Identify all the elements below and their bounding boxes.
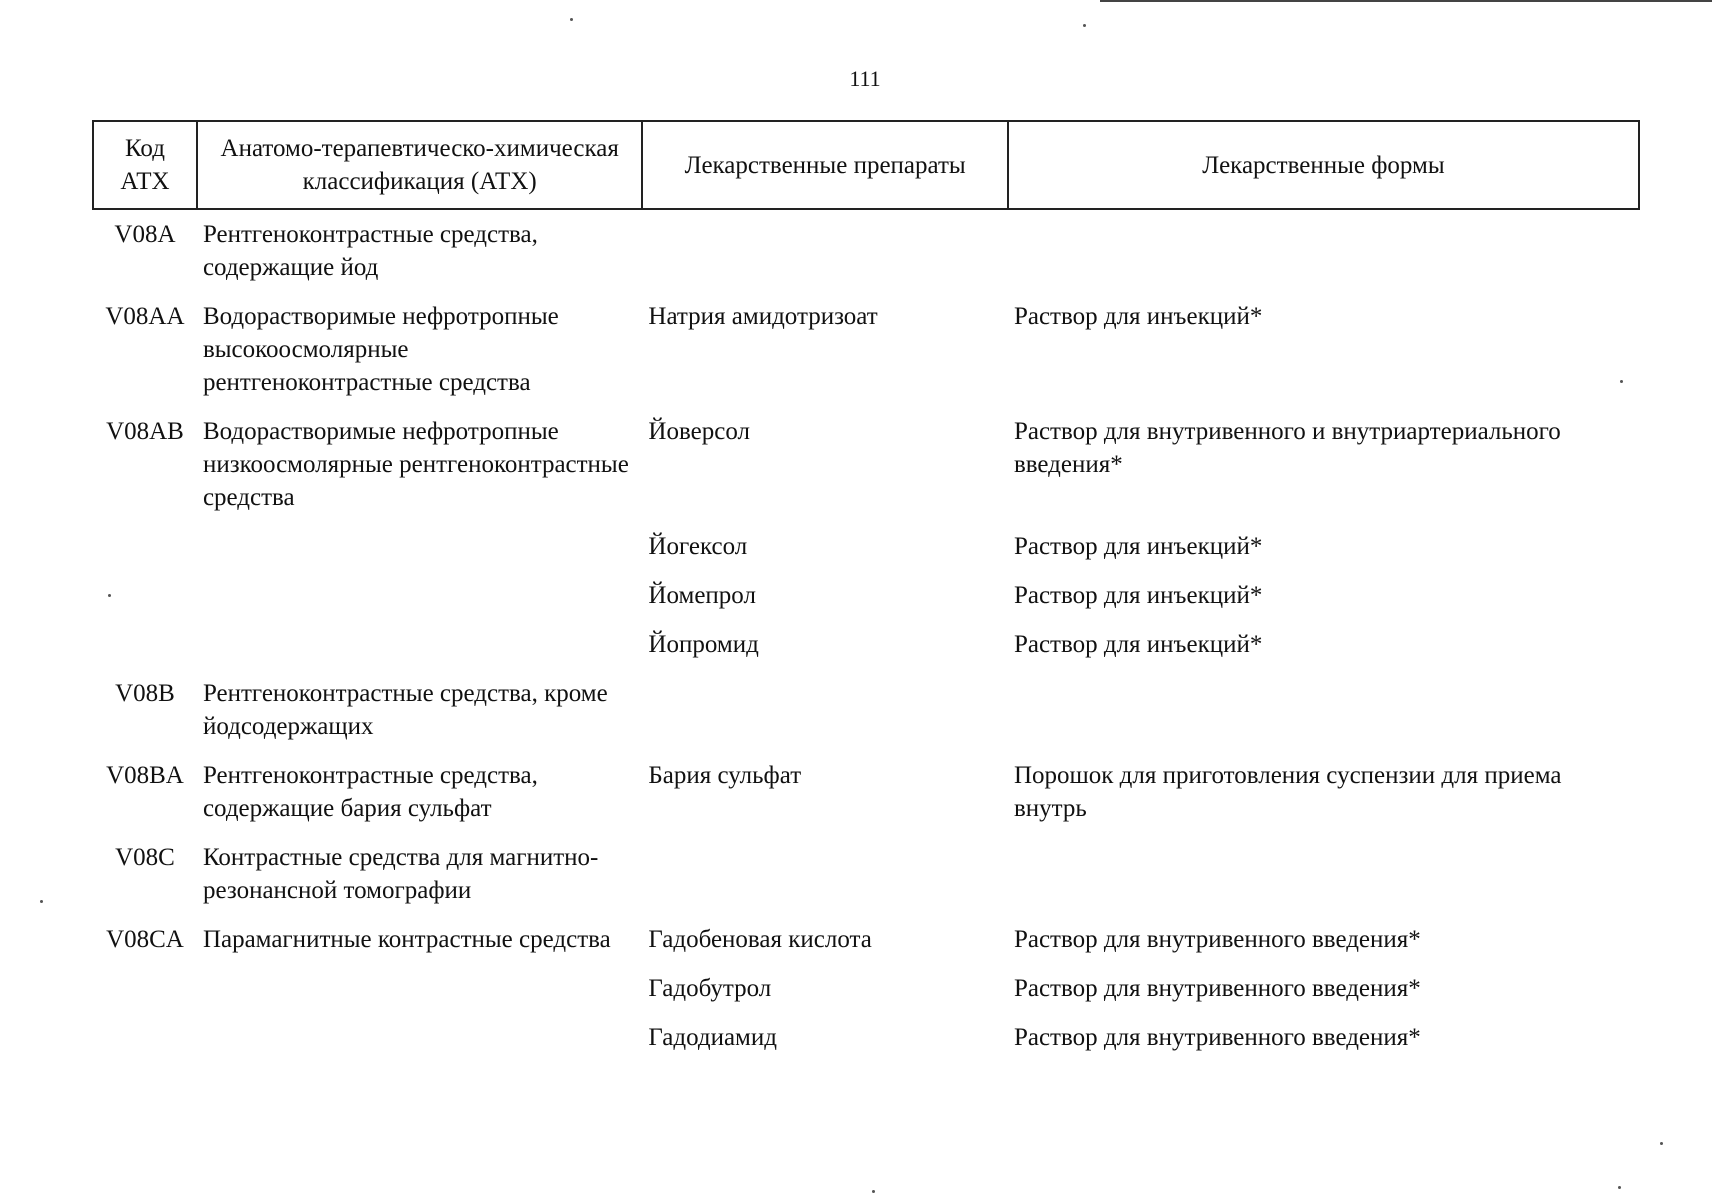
- cell-form: Раствор для внутривенного введения*: [1013, 926, 1421, 953]
- table-row: [93, 972, 1639, 1021]
- table-body: [93, 209, 1639, 1070]
- header-code: Код АТХ: [93, 121, 197, 209]
- cell-drug: [642, 209, 1008, 300]
- cell-code: [93, 1021, 197, 1070]
- cell-drug: Гадобеновая кислота: [648, 926, 872, 953]
- cell-form: Раствор для внутривенного и внутриартериального введения*: [1013, 418, 1561, 478]
- cell-form: Раствор для внутривенного введения*: [1013, 1024, 1421, 1051]
- cell-drug: Гадобутрол: [648, 975, 772, 1002]
- table-row: [93, 1021, 1639, 1070]
- cell-form: Раствор для инъекций*: [1013, 631, 1263, 658]
- cell-form: [1008, 209, 1639, 300]
- atx-table: [92, 120, 1640, 1070]
- cell-classification: [197, 530, 642, 579]
- cell-drug: Йомепрол: [648, 582, 756, 609]
- cell-classification: [197, 1021, 642, 1070]
- cell-code: V08AA: [105, 303, 185, 330]
- page-number: 111: [849, 66, 881, 91]
- table-row: [93, 579, 1639, 628]
- cell-code: V08A: [114, 221, 176, 248]
- cell-drug: Натрия амидотризоат: [648, 303, 878, 330]
- table-row: [93, 628, 1639, 677]
- header-forms: Лекарственные формы: [1008, 121, 1639, 209]
- table-row: [93, 923, 1639, 972]
- cell-classification: Рентгеноконтрастные средства, содержащие йод: [202, 221, 538, 281]
- cell-code: V08C: [115, 844, 175, 871]
- scan-speck: [1660, 1142, 1663, 1145]
- scan-speck: [108, 594, 111, 597]
- cell-classification: Водорастворимые нефротропные высокоосмолярные рентгеноконтрастные средства: [202, 303, 559, 396]
- cell-drug: [642, 841, 1008, 923]
- cell-classification: Рентгеноконтрастные средства, содержащие бария сульфат: [202, 762, 538, 822]
- table-row: [93, 841, 1639, 923]
- scan-speck: [1620, 380, 1623, 383]
- cell-classification: [197, 628, 642, 677]
- table-row: [93, 415, 1639, 530]
- cell-classification: Парамагнитные контрастные средства: [202, 926, 611, 953]
- table-header: [93, 121, 1639, 209]
- table-row: [93, 209, 1639, 300]
- table-row: [93, 759, 1639, 841]
- cell-form: Порошок для приготовления суспензии для приема внутрь: [1013, 762, 1562, 822]
- cell-drug: Йоверсол: [648, 418, 750, 445]
- cell-form: Раствор для инъекций*: [1013, 533, 1263, 560]
- header-classification: Анатомо-терапевтическо-химическая классификация (АТХ): [197, 121, 642, 209]
- cell-classification: [197, 579, 642, 628]
- cell-form: [1008, 677, 1639, 759]
- cell-form: Раствор для внутривенного введения*: [1013, 975, 1421, 1002]
- cell-code: V08AB: [106, 418, 184, 445]
- cell-classification: Контрастные средства для магнитно-резонансной томографии: [202, 844, 599, 904]
- cell-form: [1008, 841, 1639, 923]
- header-drugs: Лекарственные препараты: [642, 121, 1008, 209]
- table-row: [93, 300, 1639, 415]
- cell-code: V08B: [115, 680, 175, 707]
- cell-classification: [197, 972, 642, 1021]
- scan-speck: [1083, 24, 1086, 27]
- cell-classification: Водорастворимые нефротропные низкоосмолярные рентгеноконтрастные средства: [202, 418, 629, 511]
- cell-drug: Бария сульфат: [648, 762, 802, 789]
- cell-drug: Йогексол: [648, 533, 748, 560]
- header-row: [93, 121, 1639, 209]
- cell-drug: Гадодиамид: [648, 1024, 777, 1051]
- top-edge-rule: [1100, 0, 1712, 2]
- cell-classification: Рентгеноконтрастные средства, кроме йодсодержащих: [202, 680, 608, 740]
- cell-code: [93, 579, 197, 628]
- scan-speck: [872, 1190, 875, 1193]
- cell-drug: Йопромид: [648, 631, 759, 658]
- cell-code: V08CA: [106, 926, 184, 953]
- cell-code: [93, 628, 197, 677]
- cell-code: V08BA: [106, 762, 184, 789]
- cell-drug: [642, 677, 1008, 759]
- scan-speck: [40, 900, 43, 903]
- scan-speck: [1618, 1186, 1621, 1189]
- table-row: [93, 530, 1639, 579]
- table-row: [93, 677, 1639, 759]
- scan-speck: [570, 18, 573, 21]
- cell-form: Раствор для инъекций*: [1013, 582, 1263, 609]
- cell-code: [93, 530, 197, 579]
- cell-code: [93, 972, 197, 1021]
- cell-form: Раствор для инъекций*: [1013, 303, 1263, 330]
